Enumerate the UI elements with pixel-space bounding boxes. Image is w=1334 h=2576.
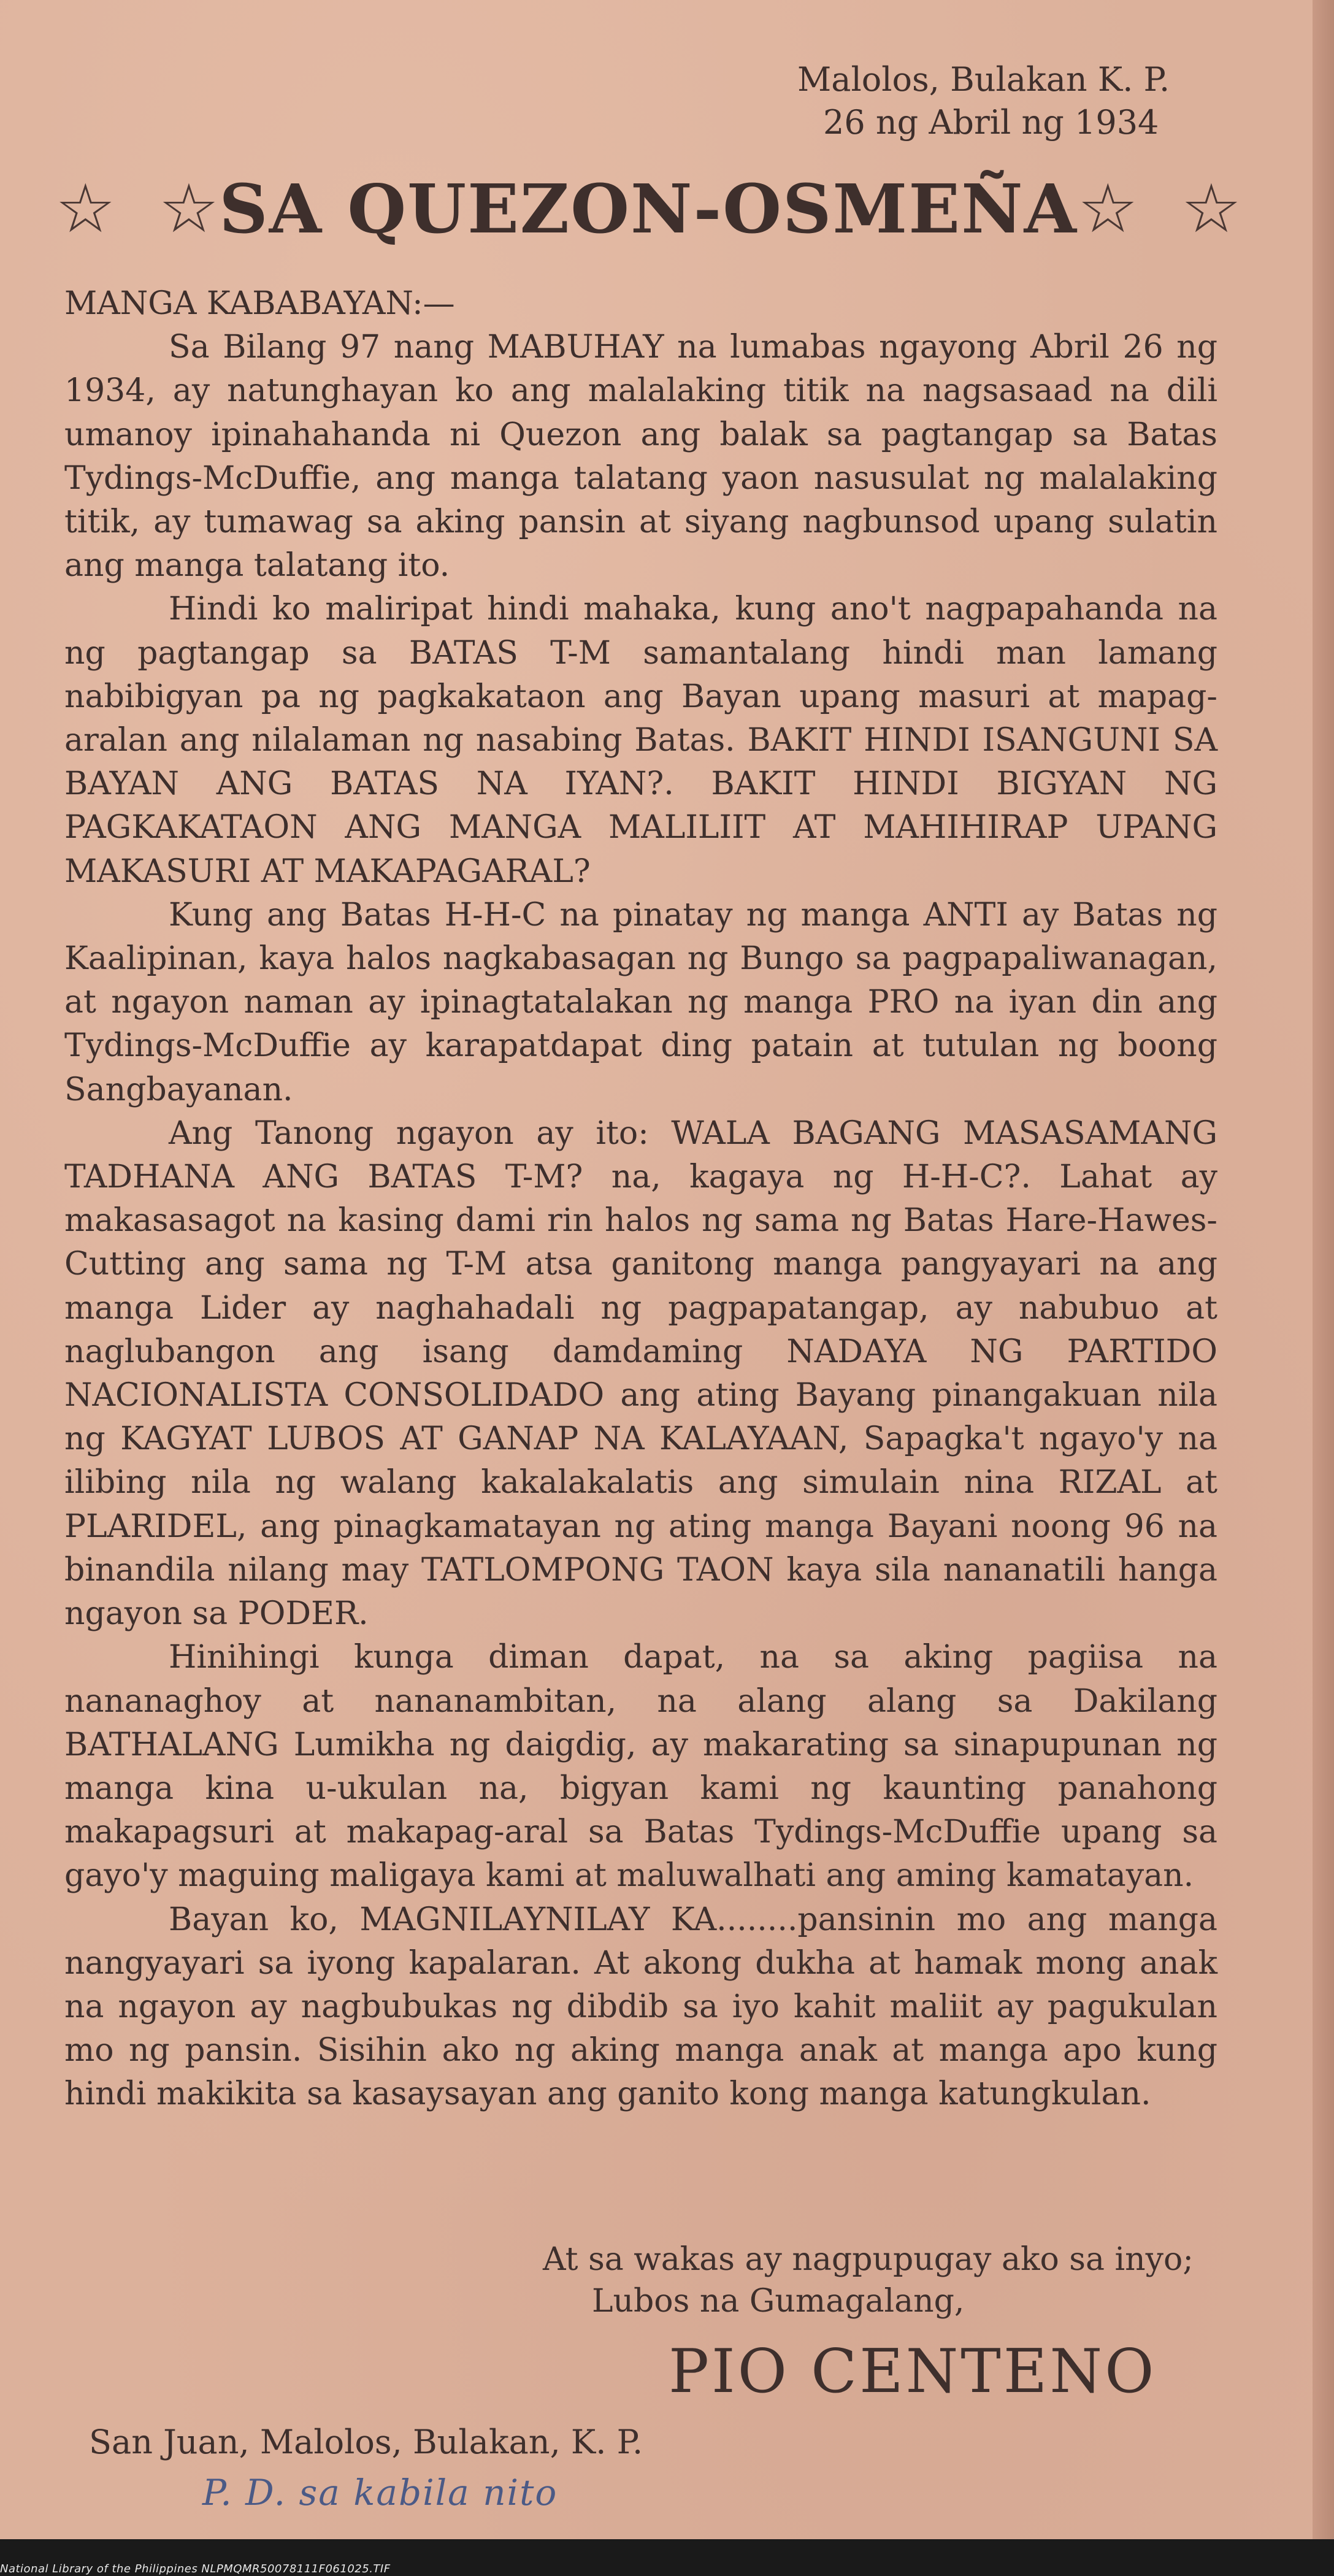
right-stars bbox=[1078, 169, 1242, 248]
title-row bbox=[55, 166, 1242, 251]
closing-line-2: Lubos na Gumagalang, bbox=[592, 2283, 965, 2320]
left-stars bbox=[55, 169, 220, 248]
sender-address: San Juan, Malolos, Bulakan, K. P. bbox=[89, 2423, 643, 2461]
place-date-block bbox=[797, 58, 1257, 144]
paragraph-1: Sa Bilang 97 nang MABUHAY na lumabas ngayong Abril 26 ng 1934, ay natunghayan ko ang malalaking titik na nagsasaad na dili umanoy ipinahahanda ni Quezon ang balak sa pagtangap sa Batas Tydings-McDuffie, ang manga talatang yaon nasusulat ng malalaking titik, ay tumawag sa aking pansin at siyang nagbunsod upang sulatin ang manga talatang ito. bbox=[64, 329, 1217, 585]
paragraph-4: Ang Tanong ngayon ay ito: WALA BAGANG MASASAMANG TADHANA ANG BATAS T-M? na, kagaya ng H-H-C?. Lahat ay makasasagot na kasing dami rin halos ng sama ng Batas Hare-Hawes-Cutting ang sama ng T-M atsa ganitong manga pangyayari na ang manga Lider ay naghahadali ng pagpapatangap, ay nabubuo at naglubangon ang isang damdaming NADAYA NG PARTIDO NACIONALISTA CONSOLIDADO ang ating Bayang pinangakuan nila ng KAGYAT LUBOS AT GANAP NA KALAYAAN, Sapagka't ngayo'y na ilibing nila ng walang kakalakalatis ang simulain nina RIZAL at PLARIDEL, ang pinagkamatayan ng ating manga Bayani noong 96 na binandila nilang may TATLOMPONG TAON kaya sila nananatili hanga ngayon sa PODER. bbox=[64, 1114, 1217, 1633]
handwritten-note: P. D. sa kabila nito bbox=[202, 2472, 558, 2513]
letter-body bbox=[64, 282, 1217, 2117]
star-icon: ☆ bbox=[158, 169, 220, 248]
page-title: SA QUEZON-OSMEÑA bbox=[219, 169, 1078, 248]
paragraph-6: Bayan ko, MAGNILAYNILAY KA........pansinin mo ang manga nangyayari sa iyong kapalaran. At akong dukha at hamak mong anak na ngayon ay nagbubukas ng dibdib sa iyo kahit maliit ay pagukulan mo ng pansin. Sisihin ako ng aking manga anak at manga apo kung hindi makikita sa kasaysayan ang ganito kong manga katungkulan. bbox=[64, 1901, 1217, 2113]
date-line: 26 ng Abril ng 1934 bbox=[823, 103, 1159, 142]
paper-edge bbox=[1313, 0, 1334, 2539]
paragraph-2: Hindi ko maliripat hindi mahaka, kung ano't nagpapahanda na ng pagtangap sa BATAS T-M samantalang hindi man lamang nabibigyan pa ng pagkakataon ang Bayan upang masuri at mapag-aralan ang nilalaman ng nasabing Batas. BAKIT HINDI ISANGUNI SA BAYAN ANG BATAS NA IYAN?. BAKIT HINDI BIGYAN NG PAGKAKATAON ANG MANGA MALILIIT AT MAHIHIRAP UPANG MAKASURI AT MAKAPAGARAL? bbox=[64, 591, 1217, 890]
scan-footer-text: National Library of the Philippines NLPMQMR50078111F061025.TIF bbox=[0, 2563, 391, 2575]
signature: PIO CENTENO bbox=[669, 2337, 1157, 2407]
star-icon: ☆ bbox=[1181, 169, 1242, 248]
closing-line-1: At sa wakas ay nagpupugay ako sa inyo; bbox=[543, 2241, 1194, 2278]
paragraph-5: Hinihingi kunga diman dapat, na sa aking pagiisa na nananaghoy at nananambitan, na alang alang sa Dakilang BATHALANG Lumikha ng daigdig, ay makarating sa sinapupunan ng manga kina u-ukulan na, bigyan kami ng kaunting panahong makapagsuri at makapag-aral sa Batas Tydings-McDuffie upang sa gayo'y maguing maligaya kami at maluwalhati ang aming kamatayan. bbox=[64, 1639, 1217, 1895]
paragraph-3: Kung ang Batas H-H-C na pinatay ng manga ANTI ay Batas ng Kaalipinan, kaya halos nagkabasagan ng Bungo sa pagpapaliwanagan, at ngayon naman ay ipinagtatalakan ng manga PRO na iyan din ang Tydings-McDuffie ay karapatdapat ding patain at tutulan ng boong Sangbayanan. bbox=[64, 896, 1217, 1108]
closing-block bbox=[543, 2239, 1217, 2322]
place-line: Malolos, Bulakan K. P. bbox=[797, 60, 1170, 99]
star-icon: ☆ bbox=[55, 169, 116, 248]
salutation: MANGA KABABAYAN:— bbox=[64, 285, 455, 322]
star-icon: ☆ bbox=[1078, 169, 1138, 248]
